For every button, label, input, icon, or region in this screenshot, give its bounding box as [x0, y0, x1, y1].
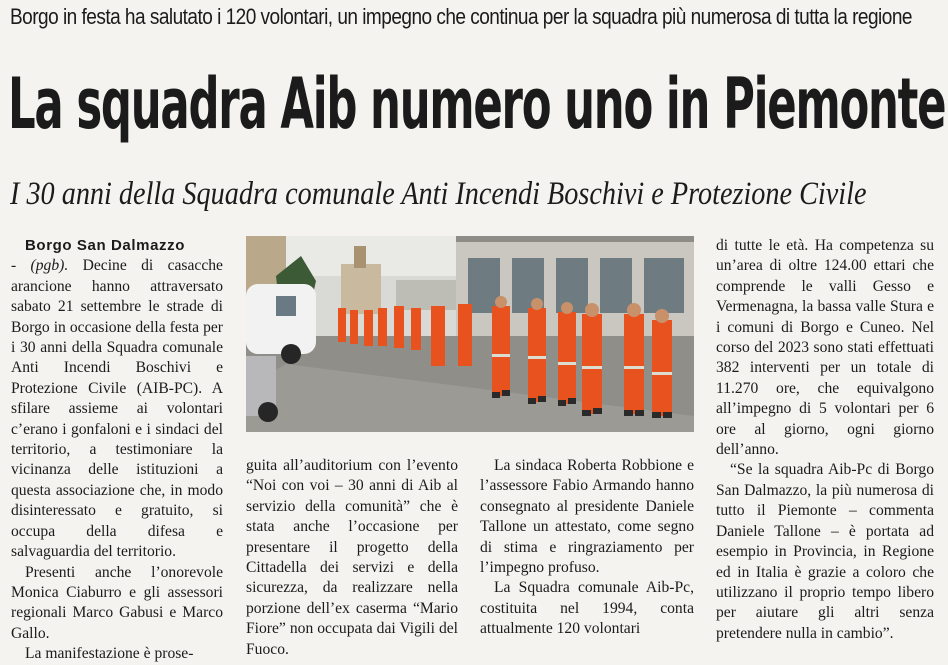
paragraph: Presenti anche l’onorevole Monica Ciaburro e gli assessori regionali Marco Gabusi e Marco Gallo. [11, 563, 223, 642]
kicker: Borgo in festa ha salutato i 120 volontari, un impegno che continua per la squadra più numerosa di tutta la regione [10, 4, 912, 29]
article-column-3 [480, 456, 694, 640]
article-column-1 [11, 236, 223, 665]
paragraph: guita all’auditorium con l’evento “Noi con voi – 30 anni di Aib al servizio della comunità” che è stata anche l’occasione per presentare il progetto della Cittadella dei servizi e della sicurezza, da realizzare nella porzione dell’ex caserma “Mario Fiore” non occupata dai Vigili del Fuoco. [246, 457, 458, 658]
paragraph: La manifestazione è prose- [25, 645, 194, 663]
paragraph: La Squadra comunale Aib-Pc, costituita nel 1994, conta attualmente 120 volontari [480, 579, 694, 638]
article-column-2 [246, 456, 458, 660]
paragraph: La sindaca Roberta Robbione e l’assessore Fabio Armando hanno consegnato al presidente Daniele Tallone un attestato, come segno di stima e ringraziamento per l’impegno profuso. [480, 457, 694, 577]
subheadline: I 30 anni della Squadra comunale Anti Incendi Boschivi e Protezione Civile [10, 176, 867, 212]
paragraph-quote: “Se la squadra Aib-Pc di Borgo San Dalmazzo, la più numerosa di tutto il Piemonte – commenta Daniele Tallone – è portata ad esempio in Provincia, in Regione ed in Italia è grazie a coloro che utilizzano il proprio tempo libero per aiutare gli altri senza pretendere nulla in cambio”. [716, 461, 934, 642]
paragraph-text: Decine di casacche arancione hanno attraversato sabato 21 settembre le strade di Borgo in occasione della festa per i 30 anni della Squadra comunale Anti Incendi Boschivi e Protezione Civile (AIB-PC). A sfilare assieme ai volontari c’erano i gonfaloni e i sindaci del territorio, a testimoniare la vicinanza delle istituzioni a questa associazione che, in modo disinteressato e gratuito, si occupa della difesa e salvaguardia del territorio. [11, 257, 223, 561]
byline: - (pgb). [11, 257, 69, 275]
article-photo [246, 236, 694, 432]
parade-photo-illustration [246, 236, 694, 432]
paragraph: di tutte le età. Ha competenza su un’area di oltre 124.00 ettari che comprende le valli Gesso e Vermenagna, la bassa valle Stura e i comuni di Borgo e Cuneo. Nel corso del 2023 sono stati effettuati 382 interventi per un totale di 11.270 ore, che equivalgono all’impegno di 5 volontari per 6 ore al giorno, ogni giorno dell’anno. [716, 237, 934, 459]
headline: La squadra Aib numero uno in Piemonte [8, 63, 946, 145]
dateline: Borgo San Dalmazzo [25, 237, 185, 254]
paragraph-lead [11, 236, 223, 563]
article-column-4 [716, 236, 934, 644]
